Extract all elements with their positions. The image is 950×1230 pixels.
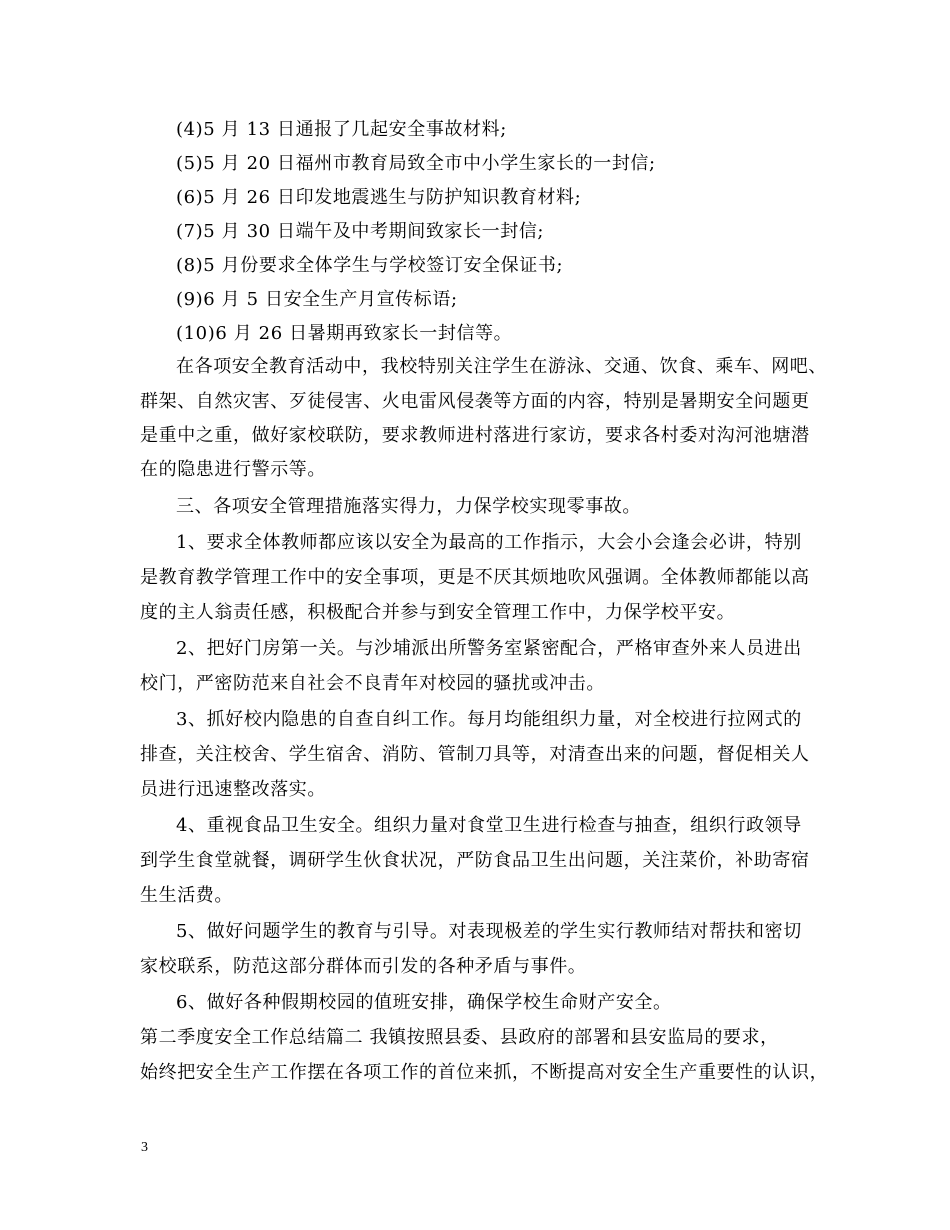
text-line: 到学生食堂就餐，调研学生伙食状况，严防食品卫生出问题，关注菜价，补助寄宿 <box>140 850 810 871</box>
text-line: (8)5 月份要求全体学生与学校签订安全保证书; <box>176 255 564 276</box>
text-line: 群架、自然灾害、歹徒侵害、火电雷风侵袭等方面的内容，特别是暑期安全问题更 <box>140 391 810 412</box>
text-line: 是重中之重，做好家校联防，要求教师进村落进行家访，要求各村委对沟河池塘潜 <box>140 425 810 446</box>
text-line: 度的主人翁责任感，积极配合并参与到安全管理工作中，力保学校平安。 <box>140 602 736 623</box>
text-line: 排查，关注校舍、学生宿舍、消防、管制刀具等，对清查出来的问题，督促相关人 <box>140 744 810 765</box>
text-line: 1、要求全体教师都应该以安全为最高的工作指示，大会小会逢会必讲，特别 <box>176 532 802 553</box>
text-line: (9)6 月 5 日安全生产月宣传标语; <box>176 289 458 310</box>
text-line: 在的隐患进行警示等。 <box>140 459 326 480</box>
text-line: (6)5 月 26 日印发地震逃生与防护知识教育材料; <box>176 187 582 208</box>
text-line: 生生活费。 <box>140 885 233 906</box>
text-line: (5)5 月 20 日福州市教育局致全市中小学生家长的一封信; <box>176 153 656 174</box>
text-line: 4、重视食品卫生安全。组织力量对食堂卫生进行检查与抽查，组织行政领导 <box>176 815 802 836</box>
text-line: 第二季度安全工作总结篇二 我镇按照县委、县政府的部署和县安监局的要求， <box>140 1027 779 1048</box>
text-line: 6、做好各种假期校园的值班安排，确保学校生命财产安全。 <box>176 992 672 1013</box>
page-number: 3 <box>141 1140 148 1155</box>
text-line: 家校联系，防范这部分群体而引发的各种矛盾与事件。 <box>140 956 587 977</box>
text-line: 是教育教学管理工作中的安全事项，更是不厌其烦地吹风强调。全体教师都能以高 <box>140 567 810 588</box>
text-line: 始终把安全生产工作摆在各项工作的首位来抓，不断提高对安全生产重要性的认识， <box>140 1062 829 1083</box>
text-line: (4)5 月 13 日通报了几起安全事故材料; <box>176 119 507 140</box>
text-line: 5、做好问题学生的教育与引导。对表现极差的学生实行教师结对帮扶和密切 <box>176 921 802 942</box>
text-line: 2、把好门房第一关。与沙埔派出所警务室紧密配合，严格审查外来人员进出 <box>176 638 802 659</box>
text-line: 校门，严密防范来自社会不良青年对校园的骚扰或冲击。 <box>140 673 605 694</box>
text-line: 3、抓好校内隐患的自查自纠工作。每月均能组织力量，对全校进行拉网式的 <box>176 709 802 730</box>
text-line: 在各项安全教育活动中，我校特别关注学生在游泳、交通、饮食、乘车、网吧、 <box>176 356 827 377</box>
text-line: (10)6 月 26 日暑期再致家长一封信等。 <box>176 323 513 344</box>
section-heading: 三、各项安全管理措施落实得力，力保学校实现零事故。 <box>176 496 641 517</box>
text-line: 员进行迅速整改落实。 <box>140 779 326 800</box>
text-line: (7)5 月 30 日端午及中考期间致家长一封信; <box>176 221 545 242</box>
